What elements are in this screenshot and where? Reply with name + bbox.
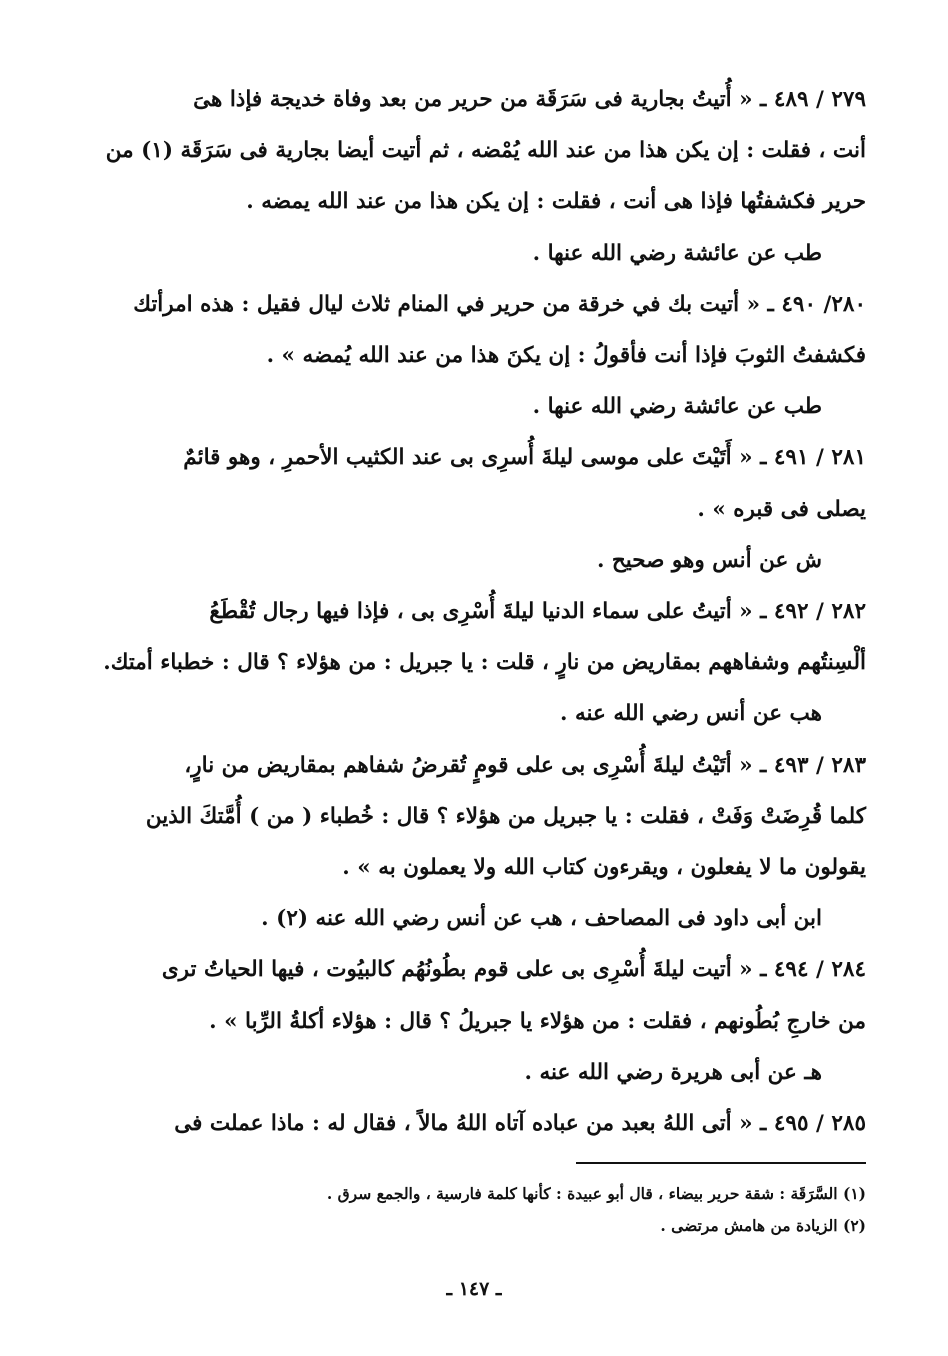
source-citation: ابن أبى داود فى المصاحف ، هب عن أنس رضي الله عنه (٢) . (261, 906, 822, 932)
hadith-line: من خارجِ بُطُونهم ، فقلت : من هؤلاء يا جبريلُ ؟ قال : هؤلاء أكلةُ الرِّبا » . (209, 1008, 866, 1034)
page-number: ـ ١٤٧ ـ (446, 1278, 502, 1300)
hadith-line: ٢٨٠/ ٤٩٠ ـ « أتيت بك في خرقة من حرير في المنام ثلاث ليال فقيل : هذه امرأتك (133, 291, 866, 317)
hadith-line: ٢٨٢ / ٤٩٢ ـ « أتيتُ على سماء الدنيا ليلةَ أُسْرِى بى ، فإذا فيها رجال تُقْطَعُ (209, 599, 866, 625)
source-citation: ش عن أنس وهو صحيح . (596, 547, 822, 573)
hadith-text (102, 74, 866, 1149)
hadith-line: يصلى فى قبره » . (697, 496, 866, 522)
hadith-line: ألْسِنتُهم وشفاههم بمقاريض من نارٍ ، قلت : يا جبريل : من هؤلاء ؟ قال : خطباء أمتك. (103, 650, 866, 676)
footnote-divider (576, 1162, 866, 1164)
hadith-line: ٢٨٥ / ٤٩٥ ـ « أتى اللهُ بعبد من عباده آتاه اللهُ مالاً ، فقال له : ماذا عملت فى (174, 1111, 866, 1137)
source-citation: هـ عن أبى هريرة رضي الله عنه . (524, 1059, 822, 1085)
hadith-line: أنت ، فقلت : إن يكن هذا من عند الله يُمْضه ، ثم أتيت أيضا بجارية فى سَرَقَة (١) من (105, 138, 866, 164)
footnote-1: (١) السَّرَقَة : شقة حرير بيضاء ، قال أبو عبيدة : كأنها كلمة فارسية ، والجمع سرق . (326, 1184, 866, 1203)
footnote-2: (٢) الزيادة من هامش مرتضى . (660, 1216, 866, 1235)
source-citation: هب عن أنس رضي الله عنه . (560, 701, 822, 727)
hadith-line: ٢٧٩ / ٤٨٩ ـ « أُتيتُ بجارية فى سَرَقَة من حرير من بعد وفاة خديجة فإذا هىَ (193, 87, 866, 112)
hadith-line: ٢٨١ / ٤٩١ ـ « أَتَيْتَ على موسى ليلةَ أُسرِى بى عند الكثيب الأحمرِ ، وهو قائمٌ (183, 445, 866, 471)
hadith-line: فكشفتُ الثوبَ فإذا أنت فأقولُ : إن يكنَ هذا من عند الله يُمضه » . (266, 343, 866, 369)
source-citation: طب عن عائشة رضي الله عنها . (532, 394, 822, 420)
source-citation: طب عن عائشة رضي الله عنها . (532, 240, 822, 266)
hadith-line: يقولون ما لا يفعلون ، ويقرءون كتاب الله ولا يعملون به » . (342, 855, 866, 881)
hadith-line: ٢٨٣ / ٤٩٣ ـ « أتَيْتُ ليلةَ أُسْرِى بى على قومٍ تُقرضُ شفاهم بمقاريض من نارٍ، (184, 752, 866, 778)
footnotes (102, 1178, 866, 1242)
hadith-line: حرير فكشفتُها فإذا هى أنت ، فقلت : إن يكن هذا من عند الله يمضه . (246, 189, 866, 215)
hadith-line: ٢٨٤ / ٤٩٤ ـ « أتيت ليلةَ أُسْرِى بى على قوم بطُونُهُم كالبيُوت ، فيها الحياتُ ترى (161, 957, 866, 983)
hadith-line: كلما قُرِضَتْ وَفَتْ ، فقلت : يا جبريل من هؤلاء ؟ قال : خُطباء ( من ) أُمَّتكَ الذين (145, 803, 866, 829)
